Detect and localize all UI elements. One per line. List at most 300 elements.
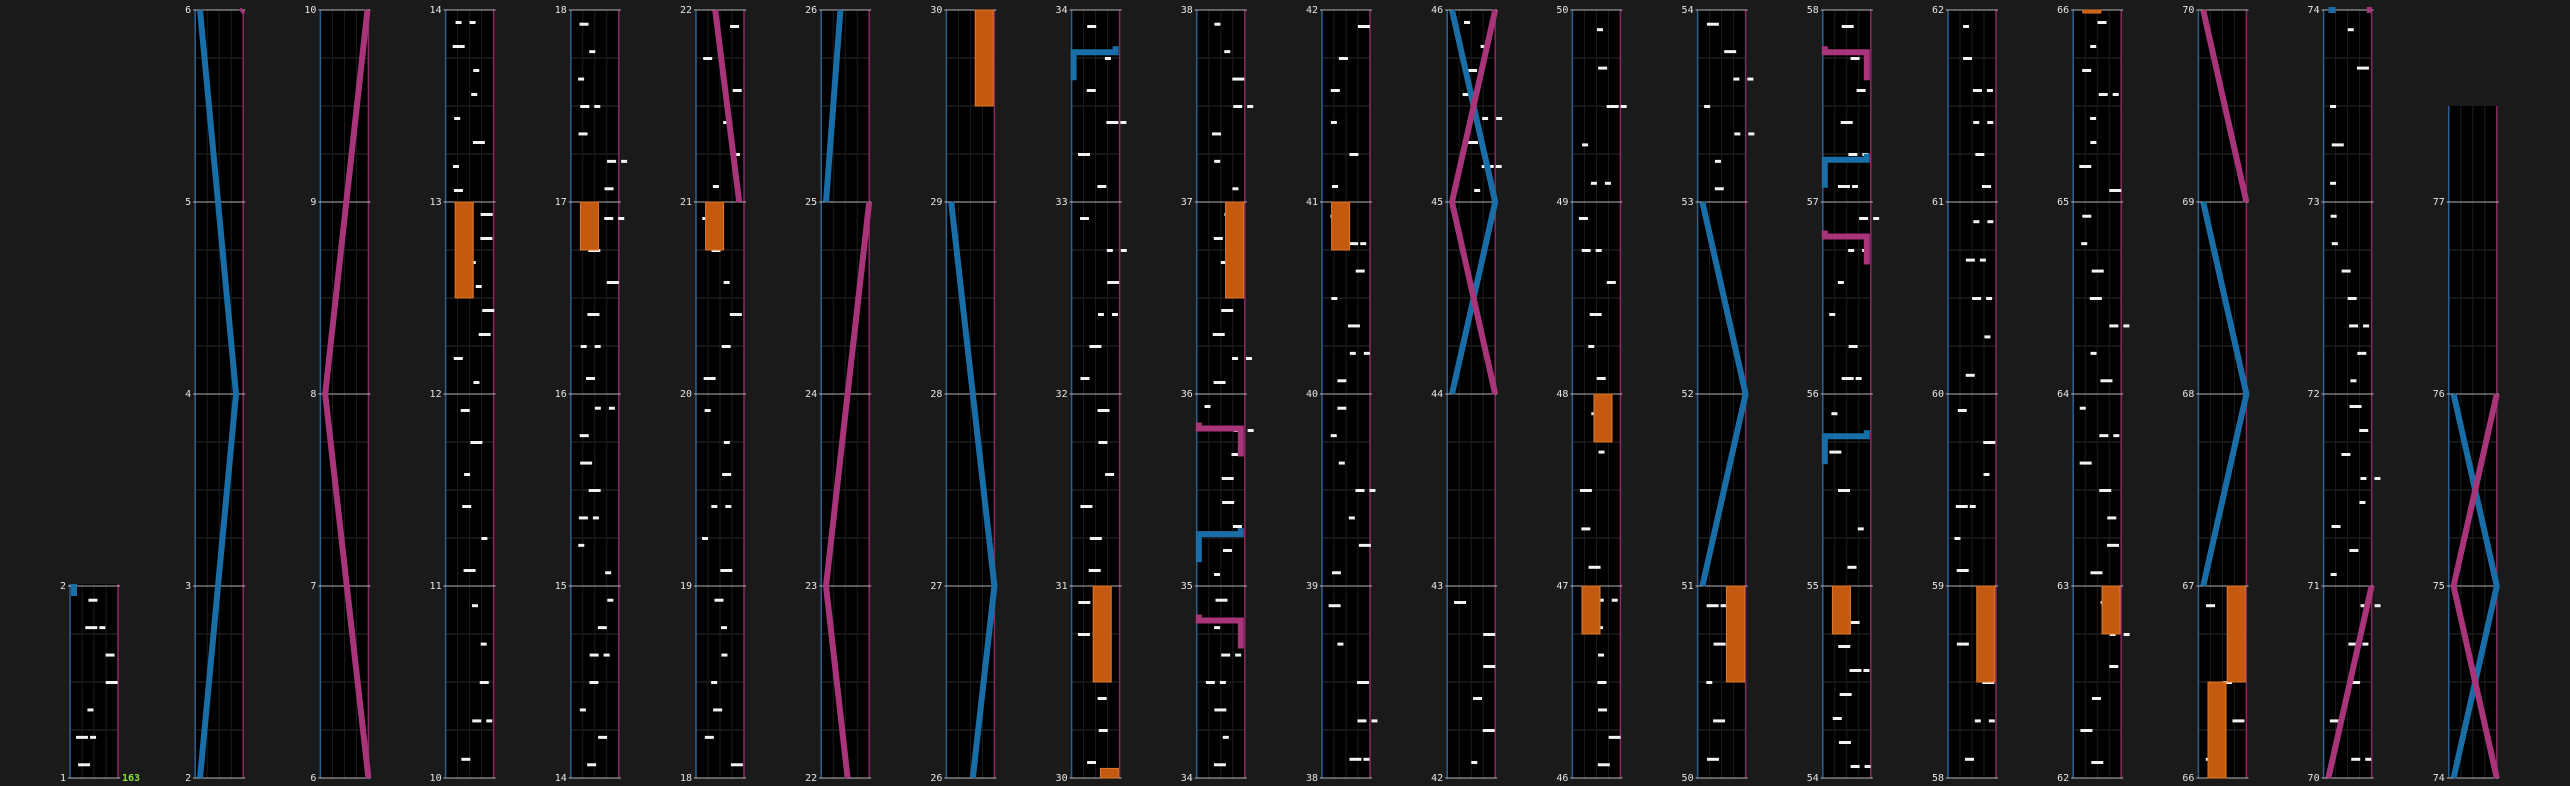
measure-number: 42 xyxy=(1431,773,1444,784)
measure-number: 17 xyxy=(554,197,567,208)
tap-note xyxy=(453,45,465,48)
tap-note xyxy=(598,626,607,629)
tap-note xyxy=(1337,379,1346,382)
chart-column xyxy=(1306,5,1378,784)
tap-note xyxy=(579,516,588,519)
measure-number: 48 xyxy=(1556,389,1569,400)
tap-note xyxy=(713,185,719,188)
tap-note xyxy=(724,441,730,444)
tap-note xyxy=(580,105,589,108)
measure-number: 13 xyxy=(429,197,442,208)
tap-note xyxy=(1355,489,1364,492)
tap-note xyxy=(2113,93,2119,96)
tap-note xyxy=(90,736,96,739)
tap-note xyxy=(2363,324,2369,327)
hold-note xyxy=(2208,682,2226,778)
tap-note xyxy=(2348,28,2354,31)
measure-number: 41 xyxy=(1305,197,1318,208)
start-note xyxy=(71,584,77,596)
tap-note xyxy=(76,736,88,739)
chart-column xyxy=(1556,5,1626,784)
tap-note xyxy=(605,571,611,574)
tap-note xyxy=(1598,67,1607,70)
hold-note xyxy=(706,202,724,250)
measure-number: 38 xyxy=(1180,5,1193,16)
tap-note xyxy=(1873,217,1879,220)
tap-note xyxy=(1221,309,1233,312)
tap-note xyxy=(88,599,97,602)
tap-note xyxy=(1838,185,1850,188)
tap-note xyxy=(476,285,482,288)
tap-note xyxy=(1598,654,1604,657)
tap-note xyxy=(1454,601,1466,604)
tap-note xyxy=(1963,25,1969,28)
measure-number: 22 xyxy=(805,773,818,784)
measure-number: 74 xyxy=(2432,773,2445,784)
tap-note xyxy=(2113,434,2119,437)
tap-note xyxy=(1956,505,1968,508)
tap-note xyxy=(1214,626,1220,629)
tap-note xyxy=(1080,505,1092,508)
tap-note xyxy=(713,708,722,711)
measure-number: 66 xyxy=(2057,5,2070,16)
tap-note xyxy=(1089,345,1101,348)
tap-note xyxy=(1848,249,1854,252)
measure-number: 45 xyxy=(1431,197,1444,208)
tap-note xyxy=(1963,57,1972,60)
tap-note xyxy=(1232,357,1238,360)
tap-note xyxy=(1248,429,1254,432)
measure-number: 66 xyxy=(2182,773,2195,784)
tap-note xyxy=(607,160,616,163)
tap-note xyxy=(1363,758,1369,761)
tap-note xyxy=(702,537,708,540)
tap-note xyxy=(2374,477,2380,480)
tap-note xyxy=(579,132,588,135)
tap-note xyxy=(1970,505,1976,508)
tap-note xyxy=(1371,719,1377,722)
measure-number: 70 xyxy=(2182,5,2195,16)
measure-number: 51 xyxy=(1681,581,1694,592)
tap-note xyxy=(1714,643,1726,646)
tap-note xyxy=(1857,89,1866,92)
tap-note xyxy=(595,345,601,348)
tap-note xyxy=(1332,571,1341,574)
tap-note xyxy=(1829,451,1841,454)
tap-note xyxy=(1232,78,1244,81)
tap-note xyxy=(2124,633,2130,636)
tap-note xyxy=(1838,489,1850,492)
measure-number: 52 xyxy=(1681,389,1694,400)
tap-note xyxy=(1204,405,1210,408)
measure-number: 11 xyxy=(429,581,442,592)
tap-note xyxy=(1965,758,1974,761)
tap-note xyxy=(1957,569,1969,572)
tap-note xyxy=(1733,78,1739,81)
tap-note xyxy=(1098,697,1107,700)
measure-number: 5 xyxy=(185,197,192,208)
tap-note xyxy=(2332,242,2338,245)
hold-note xyxy=(1093,586,1111,682)
tap-note xyxy=(2357,352,2366,355)
tap-note xyxy=(1851,621,1860,624)
tap-note xyxy=(1856,377,1862,380)
measure-number: 55 xyxy=(1806,581,1819,592)
measure-number: 29 xyxy=(930,197,943,208)
tap-note xyxy=(1707,758,1719,761)
tap-note xyxy=(480,237,492,240)
tap-note xyxy=(593,516,599,519)
tap-note xyxy=(1483,729,1495,732)
measure-number: 38 xyxy=(1305,773,1318,784)
tap-note xyxy=(2349,324,2358,327)
tap-note xyxy=(1098,441,1107,444)
measure-number: 37 xyxy=(1180,197,1193,208)
tap-note xyxy=(724,281,730,284)
measure-number: 44 xyxy=(1431,389,1444,400)
tap-note xyxy=(2359,429,2368,432)
tap-note xyxy=(454,117,460,120)
tap-note xyxy=(1206,681,1215,684)
hold-note xyxy=(1977,586,1995,682)
tap-note xyxy=(1597,28,1603,31)
tap-note xyxy=(1852,185,1858,188)
tap-note xyxy=(1214,381,1226,384)
measure-number: 6 xyxy=(310,773,317,784)
tap-note xyxy=(2123,324,2129,327)
tap-note xyxy=(2090,117,2096,120)
tap-note xyxy=(1246,357,1252,360)
tap-note xyxy=(711,505,717,508)
tap-note xyxy=(479,333,491,336)
chart-column xyxy=(2433,106,2499,784)
tap-note xyxy=(1214,708,1226,711)
tap-note xyxy=(1734,132,1740,135)
tap-note xyxy=(2332,525,2341,528)
measure-number: 28 xyxy=(930,389,943,400)
measure-number: 56 xyxy=(1806,389,1819,400)
chart-column xyxy=(2182,5,2248,784)
tap-note xyxy=(1966,259,1975,262)
tap-note xyxy=(1349,153,1358,156)
measure-number: 20 xyxy=(679,389,692,400)
tap-note xyxy=(2350,379,2356,382)
tap-note xyxy=(2100,379,2112,382)
tap-note xyxy=(1973,121,1979,124)
measure-number: 31 xyxy=(1055,581,1068,592)
tap-note xyxy=(1232,187,1238,190)
tap-note xyxy=(1607,281,1616,284)
tap-note xyxy=(471,93,477,96)
tap-note xyxy=(1089,569,1101,572)
measure-number: 74 xyxy=(2307,5,2320,16)
tap-note xyxy=(703,57,712,60)
tap-note xyxy=(1337,407,1346,410)
combo-count: 163 xyxy=(122,773,141,784)
tap-note xyxy=(2342,270,2351,273)
tap-note xyxy=(99,626,105,629)
tap-note xyxy=(722,345,731,348)
hold-note xyxy=(2083,10,2101,13)
tap-note xyxy=(2331,215,2337,218)
measure-number: 2 xyxy=(59,581,66,592)
tap-note xyxy=(733,89,742,92)
tap-note xyxy=(1483,633,1495,636)
tap-note xyxy=(2079,165,2091,168)
measure-number: 75 xyxy=(2432,581,2445,592)
measure-number: 68 xyxy=(2182,389,2195,400)
chart-column xyxy=(60,581,120,784)
tap-note xyxy=(2348,297,2357,300)
chart-column xyxy=(1932,5,1998,784)
tap-note xyxy=(1838,645,1850,648)
measure-number: 72 xyxy=(2307,389,2320,400)
tap-note xyxy=(2360,477,2366,480)
tap-note xyxy=(1748,132,1754,135)
tap-note xyxy=(1747,78,1753,81)
chart-column xyxy=(680,5,746,784)
tap-note xyxy=(462,505,471,508)
tap-note xyxy=(2351,758,2360,761)
tap-note xyxy=(598,736,607,739)
measure-number: 42 xyxy=(1305,5,1318,16)
tap-note xyxy=(2109,189,2121,192)
tap-note xyxy=(456,21,462,24)
tap-note xyxy=(1989,719,1995,722)
tap-note xyxy=(1973,220,1979,223)
measure-number: 2 xyxy=(185,773,192,784)
tap-note xyxy=(472,604,478,607)
hold-note xyxy=(1832,586,1850,634)
tap-note xyxy=(1580,489,1592,492)
measure-number: 57 xyxy=(1806,197,1819,208)
measure-number: 58 xyxy=(1806,5,1819,16)
tap-note xyxy=(731,763,743,766)
tap-note xyxy=(1707,604,1719,607)
measure-number: 62 xyxy=(2057,773,2070,784)
tap-note xyxy=(1105,473,1114,476)
tap-note xyxy=(87,708,93,711)
measure-number: 34 xyxy=(1055,5,1068,16)
measure-number: 43 xyxy=(1431,581,1444,592)
measure-number: 18 xyxy=(679,773,692,784)
tap-note xyxy=(1107,281,1119,284)
measure-number: 76 xyxy=(2432,389,2445,400)
tap-note xyxy=(720,569,732,572)
tap-note xyxy=(1358,25,1370,28)
tap-note xyxy=(1579,217,1588,220)
tap-note xyxy=(1851,57,1860,60)
tap-note xyxy=(578,78,584,81)
tap-note xyxy=(1121,249,1127,252)
measure-number: 26 xyxy=(805,5,818,16)
chart-column xyxy=(2308,5,2381,784)
tap-note xyxy=(1214,160,1220,163)
tap-note xyxy=(1496,117,1502,120)
measure-number: 25 xyxy=(805,197,818,208)
tap-note xyxy=(1473,697,1482,700)
tap-note xyxy=(470,21,476,24)
measure-number: 67 xyxy=(2182,581,2195,592)
tap-note xyxy=(1235,654,1241,657)
tap-note xyxy=(2341,453,2350,456)
hold-note xyxy=(1100,768,1118,778)
tap-note xyxy=(621,160,627,163)
tap-note xyxy=(580,434,589,437)
tap-note xyxy=(1214,237,1223,240)
tap-note xyxy=(1331,434,1337,437)
tap-note xyxy=(1331,121,1337,124)
tap-note xyxy=(587,763,596,766)
chart-column xyxy=(805,5,871,784)
tap-note xyxy=(1348,324,1360,327)
tap-note xyxy=(1112,313,1118,316)
tap-note xyxy=(1982,185,1991,188)
measure-number: 1 xyxy=(59,773,66,784)
tap-note xyxy=(1482,117,1488,120)
tap-note xyxy=(605,187,614,190)
hold-note xyxy=(975,10,993,106)
tap-note xyxy=(589,681,598,684)
measure-number: 77 xyxy=(2432,197,2445,208)
measure-number: 59 xyxy=(1931,581,1944,592)
tap-note xyxy=(1349,758,1361,761)
tap-note xyxy=(1721,604,1727,607)
tap-note xyxy=(1706,681,1712,684)
tap-note xyxy=(2080,729,2092,732)
tap-note xyxy=(1220,681,1226,684)
measure-number: 46 xyxy=(1556,773,1569,784)
tap-note xyxy=(1360,242,1366,245)
tap-note xyxy=(1972,297,1981,300)
tap-note xyxy=(1098,313,1104,316)
tap-note xyxy=(705,736,714,739)
tap-note xyxy=(1357,719,1366,722)
tap-note xyxy=(2107,544,2119,547)
tap-note xyxy=(1831,412,1837,415)
tap-note xyxy=(2092,270,2104,273)
tap-note xyxy=(1331,297,1337,300)
tap-note xyxy=(2332,143,2344,146)
tap-note xyxy=(1975,719,1981,722)
tap-note xyxy=(472,719,481,722)
tap-note xyxy=(464,569,476,572)
measure-number: 30 xyxy=(930,5,943,16)
tap-note xyxy=(2375,604,2381,607)
tap-note xyxy=(106,654,115,657)
tap-note xyxy=(1848,153,1857,156)
tap-note xyxy=(2099,489,2111,492)
tap-note xyxy=(1973,89,1982,92)
tap-note xyxy=(1957,643,1969,646)
chart-column xyxy=(430,5,496,784)
tap-note xyxy=(2331,573,2337,576)
tap-note xyxy=(730,25,739,28)
measure-number: 60 xyxy=(1931,389,1944,400)
pink-slide xyxy=(241,10,243,12)
measure-number: 26 xyxy=(930,773,943,784)
tap-note xyxy=(2107,516,2116,519)
measure-number: 54 xyxy=(1806,773,1819,784)
tap-note xyxy=(2090,141,2096,144)
tap-note xyxy=(580,462,592,465)
tap-note xyxy=(2365,758,2371,761)
tap-note xyxy=(1829,313,1835,316)
measure-number: 32 xyxy=(1055,389,1068,400)
tap-note xyxy=(453,165,459,168)
chart-column xyxy=(1181,5,1254,784)
tap-note xyxy=(1087,761,1096,764)
tap-note xyxy=(1833,717,1842,720)
tap-note xyxy=(1607,105,1619,108)
tap-note xyxy=(722,473,731,476)
measure-number: 14 xyxy=(554,773,567,784)
tap-note xyxy=(2090,297,2102,300)
measure-number: 22 xyxy=(679,5,692,16)
measure-number: 46 xyxy=(1431,5,1444,16)
tap-note xyxy=(1080,377,1089,380)
tap-note xyxy=(1621,105,1627,108)
tap-note xyxy=(1599,451,1605,454)
tap-note xyxy=(1496,165,1502,168)
tap-note xyxy=(2098,21,2107,24)
tap-note xyxy=(1233,105,1242,108)
measure-number: 49 xyxy=(1556,197,1569,208)
tap-note xyxy=(1612,599,1618,602)
tap-note xyxy=(1356,270,1365,273)
tap-note xyxy=(481,213,493,216)
measure-number: 24 xyxy=(805,389,818,400)
measure-number: 39 xyxy=(1305,581,1318,592)
tap-note xyxy=(590,654,599,657)
tap-note xyxy=(2081,242,2087,245)
tap-note xyxy=(1597,681,1606,684)
tap-note xyxy=(1859,217,1868,220)
measure-number: 65 xyxy=(2057,197,2070,208)
measure-number: 9 xyxy=(310,197,317,208)
measure-number: 3 xyxy=(185,581,192,592)
tap-note xyxy=(714,599,723,602)
tap-note xyxy=(1841,121,1853,124)
measure-number: 10 xyxy=(429,773,442,784)
hold-note xyxy=(2102,586,2120,634)
tap-note xyxy=(1247,105,1253,108)
tap-note xyxy=(1983,441,1995,444)
tap-note xyxy=(1212,132,1221,135)
hold-note xyxy=(1226,202,1244,298)
measure-number: 64 xyxy=(2057,389,2070,400)
tap-note xyxy=(1364,352,1370,355)
chart-column xyxy=(1431,5,1502,784)
measure-number: 40 xyxy=(1305,389,1318,400)
chart-column xyxy=(555,5,627,784)
tap-note xyxy=(1224,50,1230,53)
tap-note xyxy=(1589,566,1601,569)
tap-note xyxy=(1984,335,1990,338)
tap-note xyxy=(2090,45,2096,48)
tap-note xyxy=(2206,604,2215,607)
tap-note xyxy=(2109,324,2118,327)
tap-note xyxy=(1975,153,1984,156)
tap-note xyxy=(1596,249,1602,252)
tap-note xyxy=(2091,761,2103,764)
tap-note xyxy=(1120,121,1126,124)
measure-number: 69 xyxy=(2182,197,2195,208)
measure-number: 47 xyxy=(1556,581,1569,592)
tap-note xyxy=(454,357,463,360)
tap-note xyxy=(730,313,742,316)
tap-note xyxy=(2092,697,2101,700)
